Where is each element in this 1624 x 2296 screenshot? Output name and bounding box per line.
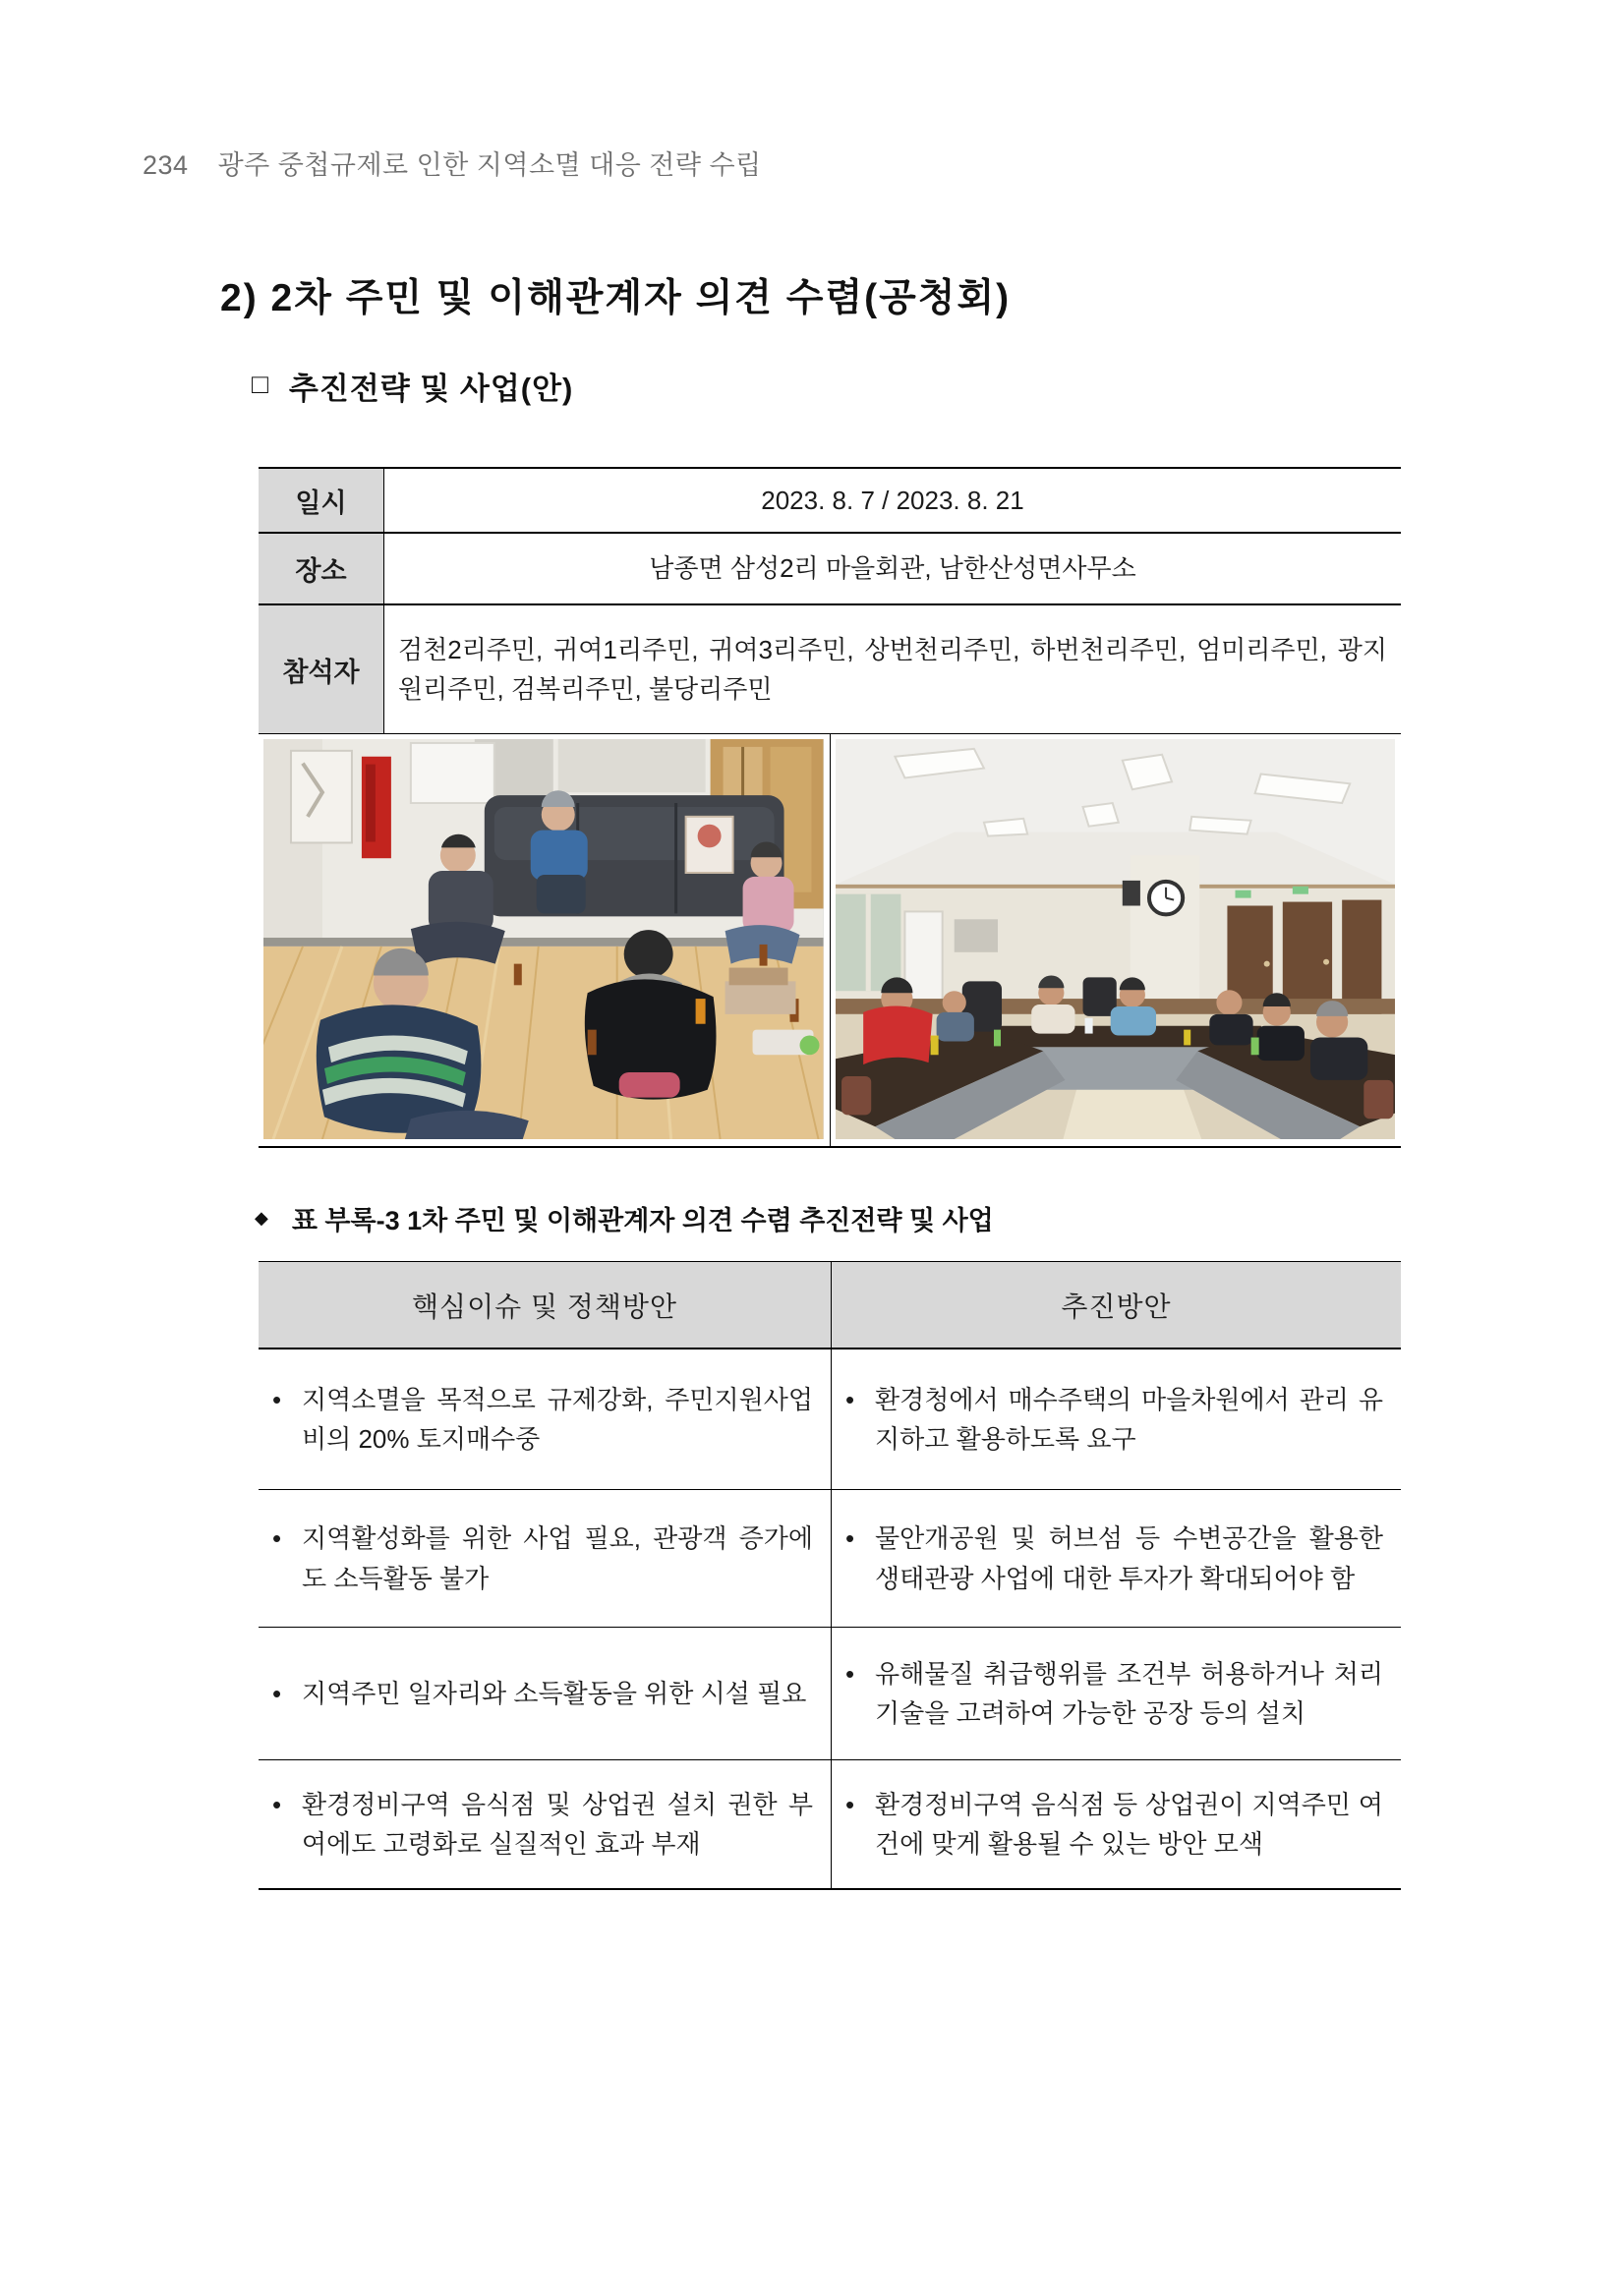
bullet-icon: • xyxy=(272,1678,282,1708)
bullet-icon: • xyxy=(845,1384,855,1414)
section-title: 2) 2차 주민 및 이해관계자 의견 수렴(공청회) xyxy=(220,277,1012,319)
page-number: 234 xyxy=(143,150,189,180)
bullet-icon: • xyxy=(272,1384,282,1414)
square-bullet-icon: □ xyxy=(252,368,269,399)
table-row xyxy=(259,1760,1401,1890)
issue-cell xyxy=(259,1349,832,1489)
info-label-place: 장소 xyxy=(259,534,384,603)
table-row xyxy=(259,469,1401,534)
info-value-attendees: 검천2리주민, 귀여1리주민, 귀여3리주민, 상번천리주민, 하번천리주민, 엄미리주민, 광지원리주민, 검복리주민, 불당리주민 xyxy=(398,634,1387,704)
table-caption-text: 표 부록-3 1차 주민 및 이해관계자 의견 수렴 추진전략 및 사업 xyxy=(291,1206,994,1235)
bullet-icon: • xyxy=(845,1789,855,1819)
plan-cell xyxy=(832,1490,1401,1627)
diamond-bullet-icon: ◆ xyxy=(255,1208,268,1228)
meeting-room-photo xyxy=(836,739,1396,1139)
info-label-date: 일시 xyxy=(259,469,384,532)
photo-cell-right xyxy=(831,734,1402,1146)
photo-row xyxy=(259,734,1401,1148)
table-caption xyxy=(255,1199,994,1237)
plan-text: 유해물질 취급행위를 조건부 허용하거나 처리기술을 고려하여 가능한 공장 등의 설치 xyxy=(875,1658,1383,1728)
village-hall-photo-illustration xyxy=(263,739,824,1139)
plan-cell xyxy=(832,1628,1401,1759)
sub-heading xyxy=(252,364,573,408)
photo-cell-left xyxy=(259,734,831,1146)
issue-text: 지역주민 일자리와 소득활동을 위한 시설 필요 xyxy=(302,1678,807,1708)
plan-text: 물안개공원 및 허브섬 등 수변공간을 활용한 생태관광 사업에 대한 투자가 확대되어야 함 xyxy=(875,1523,1383,1593)
column-header-issues: 핵심이슈 및 정책방안 xyxy=(259,1262,832,1348)
plan-cell xyxy=(832,1760,1401,1888)
table-row xyxy=(259,1490,1401,1628)
sub-heading-label: 추진전략 및 사업(안) xyxy=(288,372,574,406)
meeting-room-photo-illustration xyxy=(836,739,1396,1139)
issue-text: 지역활성화를 위한 사업 필요, 관광객 증가에도 소득활동 불가 xyxy=(302,1523,813,1593)
bullet-icon: • xyxy=(272,1523,282,1554)
plan-cell xyxy=(832,1349,1401,1489)
bullet-icon: • xyxy=(845,1658,855,1689)
plan-text: 환경정비구역 음식점 등 상업권이 지역주민 여건에 맞게 활용될 수 있는 방안 모색 xyxy=(875,1789,1383,1859)
column-header-plans: 추진방안 xyxy=(1061,1291,1172,1322)
table-row xyxy=(259,1349,1401,1490)
table-row xyxy=(259,534,1401,605)
bullet-icon: • xyxy=(272,1789,282,1819)
table-row xyxy=(259,1628,1401,1760)
info-label-attendees: 참석자 xyxy=(259,605,384,733)
strategy-table xyxy=(259,1261,1401,1890)
running-title: 광주 중첩규제로 인한 지역소멸 대응 전략 수립 xyxy=(217,150,762,180)
issue-text: 환경정비구역 음식점 및 상업권 설치 권한 부여에도 고령화로 실질적인 효과 부재 xyxy=(302,1789,813,1859)
strategy-table-header xyxy=(259,1262,1401,1349)
info-value-date: 2023. 8. 7 / 2023. 8. 21 xyxy=(761,485,1024,515)
issue-cell xyxy=(259,1490,832,1627)
village-hall-photo xyxy=(263,739,824,1139)
table-row xyxy=(259,605,1401,734)
issue-cell xyxy=(259,1760,832,1888)
meeting-info-table xyxy=(259,467,1401,734)
info-value-place: 남종면 삼성2리 마을회관, 남한산성면사무소 xyxy=(649,553,1136,584)
bullet-icon: • xyxy=(845,1523,855,1554)
issue-cell xyxy=(259,1628,832,1759)
page-running-head xyxy=(143,144,762,182)
issue-text: 지역소멸을 목적으로 규제강화, 주민지원사업비의 20% 토지매수중 xyxy=(302,1384,813,1454)
plan-text: 환경청에서 매수주택의 마을차원에서 관리 유지하고 활용하도록 요구 xyxy=(875,1384,1383,1454)
